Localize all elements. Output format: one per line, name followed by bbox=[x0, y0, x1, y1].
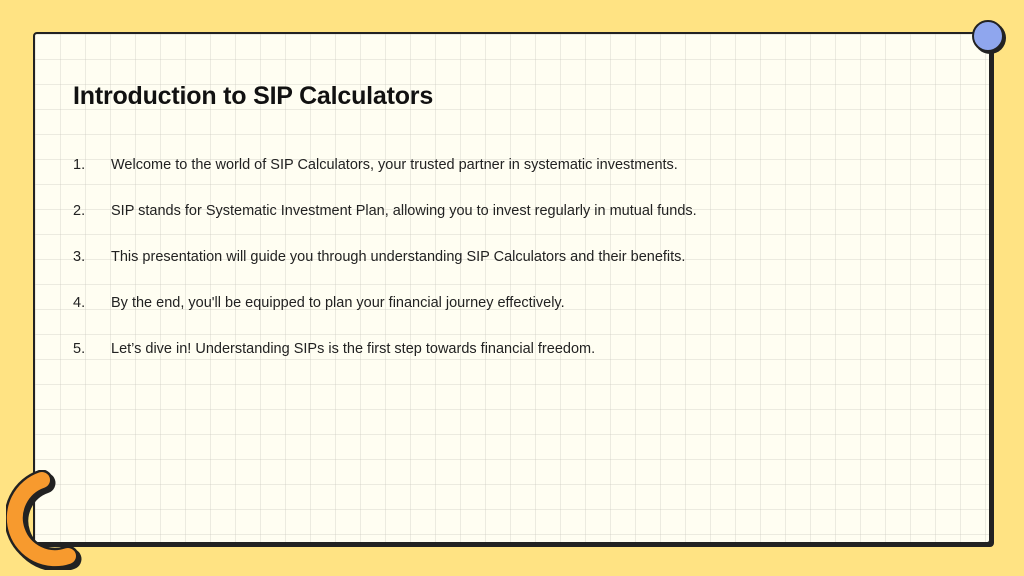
decorative-arc bbox=[6, 470, 86, 570]
decorative-circle bbox=[972, 20, 1004, 52]
list-item bbox=[73, 156, 697, 202]
list-item-number: 2. bbox=[73, 203, 86, 219]
list-item bbox=[73, 248, 697, 294]
list-item-number: 4. bbox=[73, 295, 86, 311]
bullet-list bbox=[73, 156, 697, 386]
list-item-text: SIP stands for Systematic Investment Plan, allowing you to invest regularly in mutual funds. bbox=[111, 203, 697, 219]
slide-title: Introduction to SIP Calculators bbox=[73, 82, 434, 110]
list-item-text: By the end, you'll be equipped to plan your financial journey effectively. bbox=[111, 295, 565, 311]
list-item-text: Let’s dive in! Understanding SIPs is the first step towards financial freedom. bbox=[111, 341, 596, 357]
list-item bbox=[73, 340, 697, 386]
list-item-number: 3. bbox=[73, 249, 86, 265]
list-item-text: This presentation will guide you through understanding SIP Calculators and their benefits. bbox=[111, 249, 686, 265]
list-item bbox=[73, 202, 697, 248]
slide-card bbox=[33, 32, 991, 544]
list-item-text: Welcome to the world of SIP Calculators, your trusted partner in systematic investments. bbox=[111, 157, 678, 173]
list-item bbox=[73, 294, 697, 340]
list-item-number: 1. bbox=[73, 157, 86, 173]
list-item-number: 5. bbox=[73, 341, 86, 357]
